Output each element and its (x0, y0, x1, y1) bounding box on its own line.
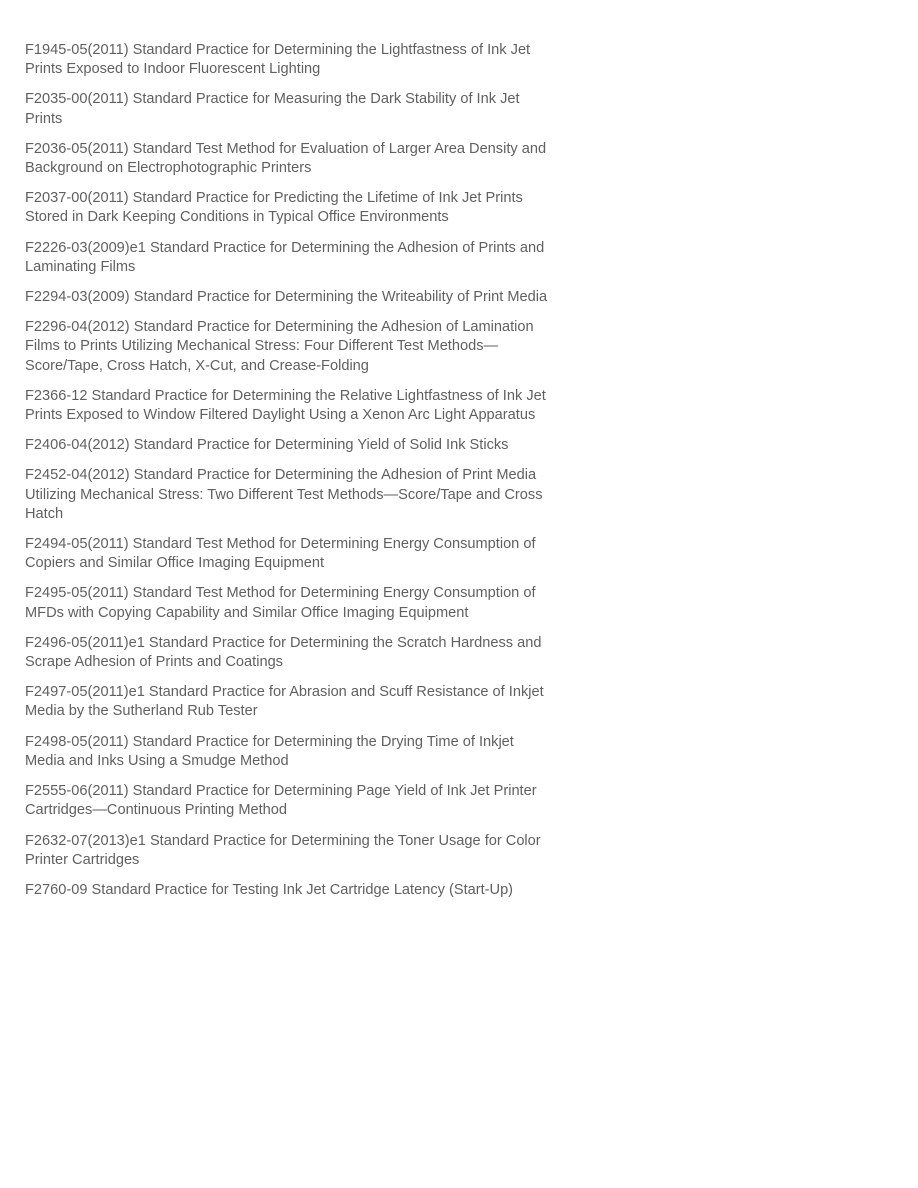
standard-item: F2366-12 Standard Practice for Determining the Relative Lightfastness of Ink Jet Prints Exposed to Window Filtered Daylight Using a Xenon Arc Light Apparatus (25, 387, 546, 424)
standard-item: F1945-05(2011) Standard Practice for Determining the Lightfastness of Ink Jet Prints Exposed to Indoor Fluorescent Lighting (25, 42, 531, 78)
standard-item: F2555-06(2011) Standard Practice for Determining Page Yield of Ink Jet Printer Cartridges—Continuous Printing Method (25, 783, 537, 819)
standard-item: F2294-03(2009) Standard Practice for Determining the Writeability of Print Media (25, 289, 548, 306)
standard-item: F2632-07(2013)e1 Standard Practice for Determining the Toner Usage for Color Printer Cartridges (25, 832, 541, 868)
standard-item: F2296-04(2012) Standard Practice for Determining the Adhesion of Lamination Films to Prints Utilizing Mechanical Stress: Four Different Test Methods—Score/Tape, Cross Hatch, X-Cut, and Crease-Folding (25, 319, 534, 374)
standard-item: F2452-04(2012) Standard Practice for Determining the Adhesion of Print Media Utilizing Mechanical Stress: Two Different Test Methods—Score/Tape and Cross Hatch (25, 467, 543, 522)
standard-item: F2498-05(2011) Standard Practice for Determining the Drying Time of Inkjet Media and Inks Using a Smudge Method (25, 733, 514, 769)
standard-item: F2036-05(2011) Standard Test Method for Evaluation of Larger Area Density and Background on Electrophotographic Printers (25, 140, 547, 177)
standard-item: F2035-00(2011) Standard Practice for Measuring the Dark Stability of Ink Jet Prints (25, 91, 520, 127)
standard-item: F2037-00(2011) Standard Practice for Predicting the Lifetime of Ink Jet Prints Stored in Dark Keeping Conditions in Typical Office Environments (25, 190, 523, 226)
standard-item: F2497-05(2011)e1 Standard Practice for Abrasion and Scuff Resistance of Inkjet Media by the Sutherland Rub Tester (25, 684, 544, 720)
standard-item: F2495-05(2011) Standard Test Method for Determining Energy Consumption of MFDs with Copying Capability and Similar Office Imaging Equipment (25, 585, 536, 621)
standard-item: F2494-05(2011) Standard Test Method for Determining Energy Consumption of Copiers and Similar Office Imaging Equipment (25, 536, 536, 572)
standards-list (25, 41, 550, 911)
standard-item: F2226-03(2009)e1 Standard Practice for Determining the Adhesion of Prints and Laminating Films (25, 239, 545, 275)
standard-item: F2406-04(2012) Standard Practice for Determining Yield of Solid Ink Sticks (25, 437, 509, 454)
standard-item: F2496-05(2011)e1 Standard Practice for Determining the Scratch Hardness and Scrape Adhesion of Prints and Coatings (25, 634, 542, 671)
standard-item: F2760-09 Standard Practice for Testing Ink Jet Cartridge Latency (Start-Up) (25, 881, 514, 898)
